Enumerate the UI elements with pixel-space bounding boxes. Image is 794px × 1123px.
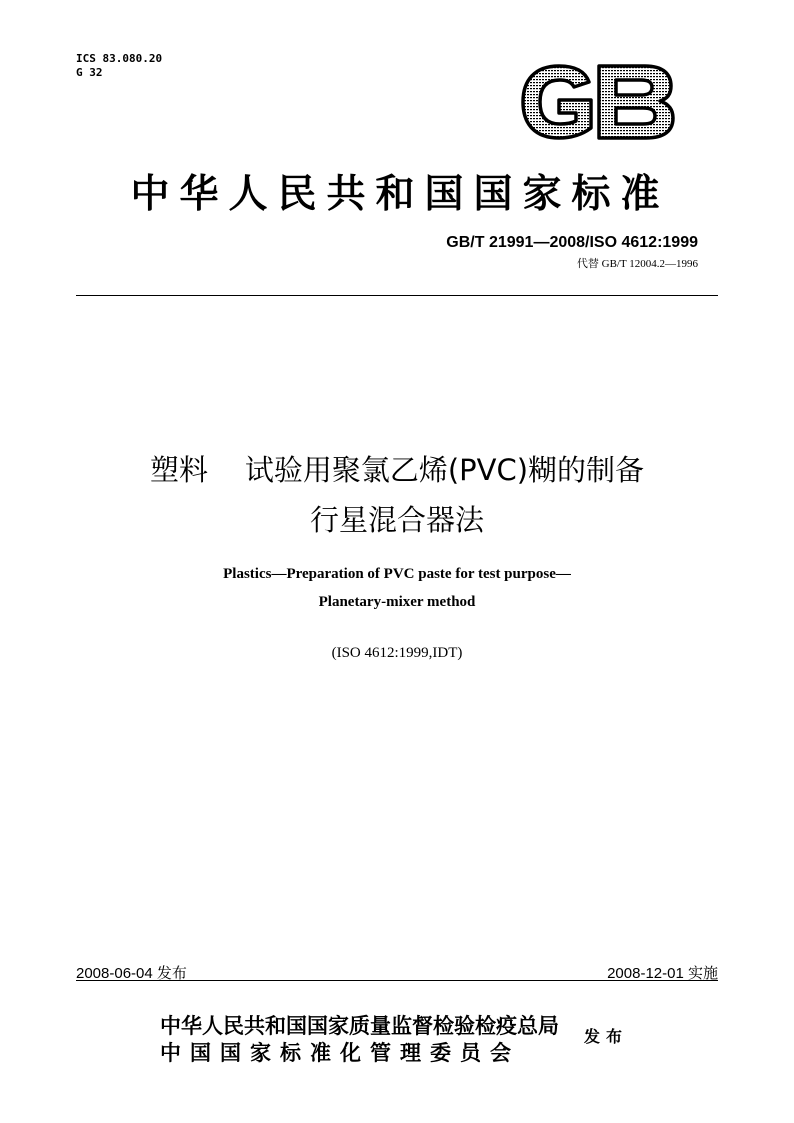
gb-logo-graphic (515, 58, 679, 146)
iso-reference: (ISO 4612:1999,IDT) (331, 645, 463, 661)
top-divider (76, 295, 718, 296)
gb-logo (515, 58, 679, 146)
issue-date: 2008-06-04 发布 (76, 965, 187, 982)
publish-label: 发布 (584, 1027, 629, 1046)
effective-date: 2008-12-01 实施 (607, 965, 718, 982)
bottom-divider (76, 980, 718, 981)
replaces-note: 代替 GB/T 12004.2—1996 (576, 258, 698, 270)
standard-title: 中华人民共和国国家标准 (130, 172, 670, 217)
class-code: G 32 (76, 66, 103, 79)
english-title-line-1: Plastics—Preparation of PVC paste for test purpose— (223, 566, 571, 582)
classification-codes (76, 52, 162, 80)
issuer-sac: 中国国家标准化管理委员会 (160, 1041, 520, 1065)
issuer-aqsiq: 中华人民共和国国家质量监督检验检疫总局 (160, 1014, 559, 1038)
english-title-line-2: Planetary-mixer method (318, 594, 476, 610)
ics-code: ICS 83.080.20 (76, 52, 163, 65)
standard-number: GB/T 21991—2008/ISO 4612:1999 (446, 234, 698, 251)
chinese-title-line-1: 塑料 试验用聚氯乙烯(PVC)糊的制备 (149, 453, 645, 487)
chinese-title-line-2: 行星混合器法 (309, 503, 484, 537)
